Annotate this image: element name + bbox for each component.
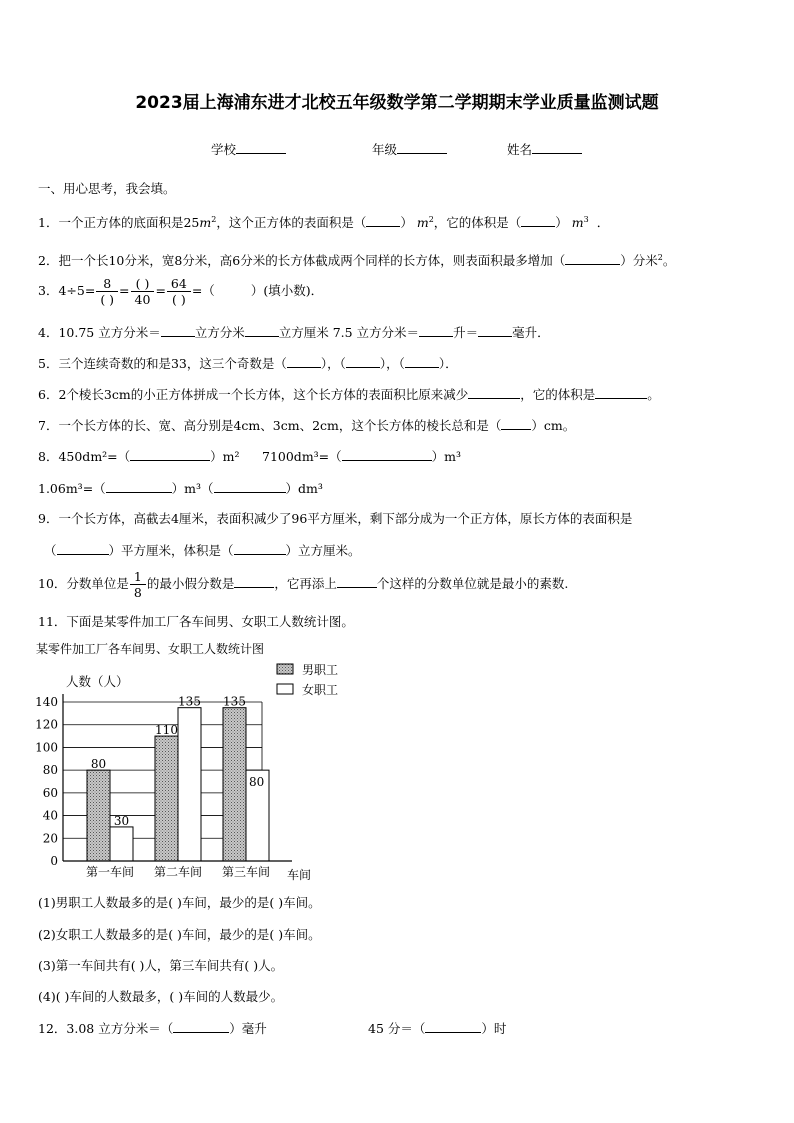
question-8-part-2: 7100dm³=（ ）m³ xyxy=(262,449,462,464)
x-tick-label: 第二车间 xyxy=(153,865,203,879)
question-12-part-2: 45 分＝（ ）时 xyxy=(368,1021,507,1036)
legend-label: 女职工 xyxy=(302,683,339,697)
legend-swatch xyxy=(277,664,293,674)
q10-blank-2[interactable] xyxy=(337,575,377,588)
y-axis-label: 人数（人） xyxy=(66,674,129,689)
q1-blank-1[interactable] xyxy=(366,214,400,227)
q8-blank-2[interactable] xyxy=(342,448,432,461)
bar-value-label: 80 xyxy=(249,775,265,790)
q1-text-d: ，它的体积是（ xyxy=(433,215,522,231)
bar-value-label: 135 xyxy=(223,694,246,709)
q1-number: 1． xyxy=(38,215,59,231)
question-2: 2．把一个长10分米，宽8分米，高6分米的长方体截成两个同样的长方体，则表面积最多增加（ ）分米$^2$。 xyxy=(38,253,676,269)
question-10: 10．分数单位是 $\frac{1}{8}$ 的最小假分数是 ，它再添上 个这样的分数单位就是最小的素数. xyxy=(38,569,569,600)
question-1: 1．一个正方体的底面积是$25m^2$，这个正方体的表面积是（ ） $m^2$，它的体积是（ ） $m^3$ ． xyxy=(38,215,610,231)
y-tick-label: 100 xyxy=(35,740,58,755)
question-8-part-3: 1.06m³=（ ）m³（ ）dm³ xyxy=(38,481,323,496)
q3-fraction-3: $\frac{64}{( )}$ xyxy=(167,276,191,307)
y-tick-label: 140 xyxy=(35,695,58,709)
q4-blank-4[interactable] xyxy=(478,324,512,337)
legend-swatch xyxy=(277,684,293,694)
q3-fraction-2: $\frac{( )}{40}$ xyxy=(131,276,155,307)
question-6: 6．2个棱长3cm的小正方体拼成一个长方体，这个长方体的表面积比原来减少 ，它的体积是 。 xyxy=(38,387,660,402)
bar-male xyxy=(155,736,178,861)
q1-unit-1: m xyxy=(199,215,212,231)
grade-field xyxy=(372,141,447,158)
question-5: 5．三个连续奇数的和是33，这三个奇数是（ ），（ ），（ ）． xyxy=(38,356,458,371)
bar-female xyxy=(178,708,201,861)
bar-value-label: 110 xyxy=(155,723,178,738)
q2-text: 把一个长10分米，宽8分米，高6分米的长方体截成两个同样的长方体，则表面积最多增加（ xyxy=(58,253,566,269)
q10-blank-1[interactable] xyxy=(234,575,274,588)
q12-blank-1[interactable] xyxy=(173,1020,229,1033)
q3-text-a: 4÷5= xyxy=(58,283,96,298)
q1-text-c: ） xyxy=(400,215,413,231)
q2-blank[interactable] xyxy=(565,252,620,265)
school-label: 学校 xyxy=(211,142,237,157)
bar-value-label: 30 xyxy=(113,813,130,828)
q3-text-b: =（ xyxy=(191,283,215,298)
q9-blank-1[interactable] xyxy=(57,542,109,555)
q1-blank-2[interactable] xyxy=(521,214,555,227)
q7-blank[interactable] xyxy=(501,417,531,430)
y-tick-label: 60 xyxy=(42,785,58,800)
q1-unit-2: m xyxy=(416,215,429,231)
q5-blank-2[interactable] xyxy=(346,355,380,368)
q10-fraction: $\frac{1}{8}$ xyxy=(130,569,146,600)
y-tick-label: 0 xyxy=(50,854,58,868)
y-tick-label: 120 xyxy=(35,717,58,732)
section-heading: 一、用心思考，我会填。 xyxy=(38,181,176,196)
school-field xyxy=(211,141,286,158)
x-tick-label: 第三车间 xyxy=(221,865,271,879)
q3-fraction-1: $\frac{8}{( )}$ xyxy=(96,276,118,307)
grade-blank[interactable] xyxy=(397,141,447,154)
question-12: 12．3.08 立方分米＝（ ）毫升 xyxy=(38,1021,267,1036)
grade-label: 年级 xyxy=(372,142,398,157)
q6-blank-2[interactable] xyxy=(595,386,647,399)
name-field xyxy=(507,141,582,158)
chart-title: 某零件加工厂各车间男、女职工人数统计图 xyxy=(36,642,265,656)
bar-chart xyxy=(30,640,370,885)
x-tick-label: 第一车间 xyxy=(85,865,135,879)
bar-value-label: 80 xyxy=(90,757,107,772)
question-3: 3．4÷5= $\frac{8}{( )}$ = $\frac{( )}{40}$ = $\frac{64}{( )}$ =（ ）(填小数)． xyxy=(38,276,324,307)
q4-blank-1[interactable] xyxy=(161,324,195,337)
q5-blank-3[interactable] xyxy=(405,355,439,368)
q1-unit-3: m xyxy=(571,215,584,231)
question-8: 8．450dm²=（ ）m² xyxy=(38,449,240,464)
y-tick-label: 80 xyxy=(42,763,58,778)
q9-blank-2[interactable] xyxy=(234,542,286,555)
q12-blank-2[interactable] xyxy=(425,1020,481,1033)
q1-end: ． xyxy=(596,215,610,231)
q11-sub-1: (1)男职工人数最多的是( )车间，最少的是( )车间。 xyxy=(38,895,321,910)
question-11: 11．下面是某零件加工厂各车间男、女职工人数统计图。 xyxy=(38,614,354,629)
bar-female xyxy=(110,827,133,861)
bar-male xyxy=(87,770,110,861)
y-tick-label: 20 xyxy=(42,831,58,846)
q3-number: 3． xyxy=(38,283,59,298)
name-label: 姓名 xyxy=(507,142,533,157)
question-9: 9．一个长方体，高截去4厘米，表面积减少了96平方厘米，剩下部分成为一个正方体，原长方体的表面积是 xyxy=(38,511,633,526)
question-9-line-2: （ ）平方厘米，体积是（ ）立方厘米。 xyxy=(44,543,361,558)
q1-text-e: ） xyxy=(555,215,568,231)
q8-blank-4[interactable] xyxy=(214,480,286,493)
page-title: 2023届上海浦东进才北校五年级数学第二学期期末学业质量监测试题 xyxy=(135,93,659,113)
q1-text-a: 一个正方体的底面积是25 xyxy=(58,215,200,231)
q1-text-b: ，这个正方体的表面积是（ xyxy=(216,215,367,231)
q8-blank-3[interactable] xyxy=(106,480,172,493)
legend-label: 男职工 xyxy=(302,663,339,677)
x-axis-label: 车间 xyxy=(287,868,312,882)
q11-sub-2: (2)女职工人数最多的是( )车间，最少的是( )车间。 xyxy=(38,927,321,942)
q3-text-c: ）(填小数)． xyxy=(250,283,324,298)
q2-end: ）分米 xyxy=(620,253,658,269)
question-4: 4．10.75 立方分米＝ 立方分米 立方厘米 7.5 立方分米＝ 升＝ 毫升． xyxy=(38,325,550,340)
q4-blank-3[interactable] xyxy=(419,324,453,337)
q8-blank-1[interactable] xyxy=(130,448,210,461)
bar-value-label: 135 xyxy=(178,694,201,709)
q11-sub-3: (3)第一车间共有( )人，第三车间共有( )人。 xyxy=(38,958,284,973)
q5-blank-1[interactable] xyxy=(287,355,321,368)
y-tick-label: 40 xyxy=(42,808,58,823)
school-blank[interactable] xyxy=(236,141,286,154)
q4-blank-2[interactable] xyxy=(245,324,279,337)
name-blank[interactable] xyxy=(532,141,582,154)
q6-blank-1[interactable] xyxy=(468,386,520,399)
q11-sub-4: (4)( )车间的人数最多，( )车间的人数最少。 xyxy=(38,989,284,1004)
question-7: 7．一个长方体的长、宽、高分别是4cm、3cm、2cm，这个长方体的棱长总和是（ ）cm。 xyxy=(38,418,576,433)
q2-number: 2． xyxy=(38,253,59,269)
bar-male xyxy=(223,708,246,861)
